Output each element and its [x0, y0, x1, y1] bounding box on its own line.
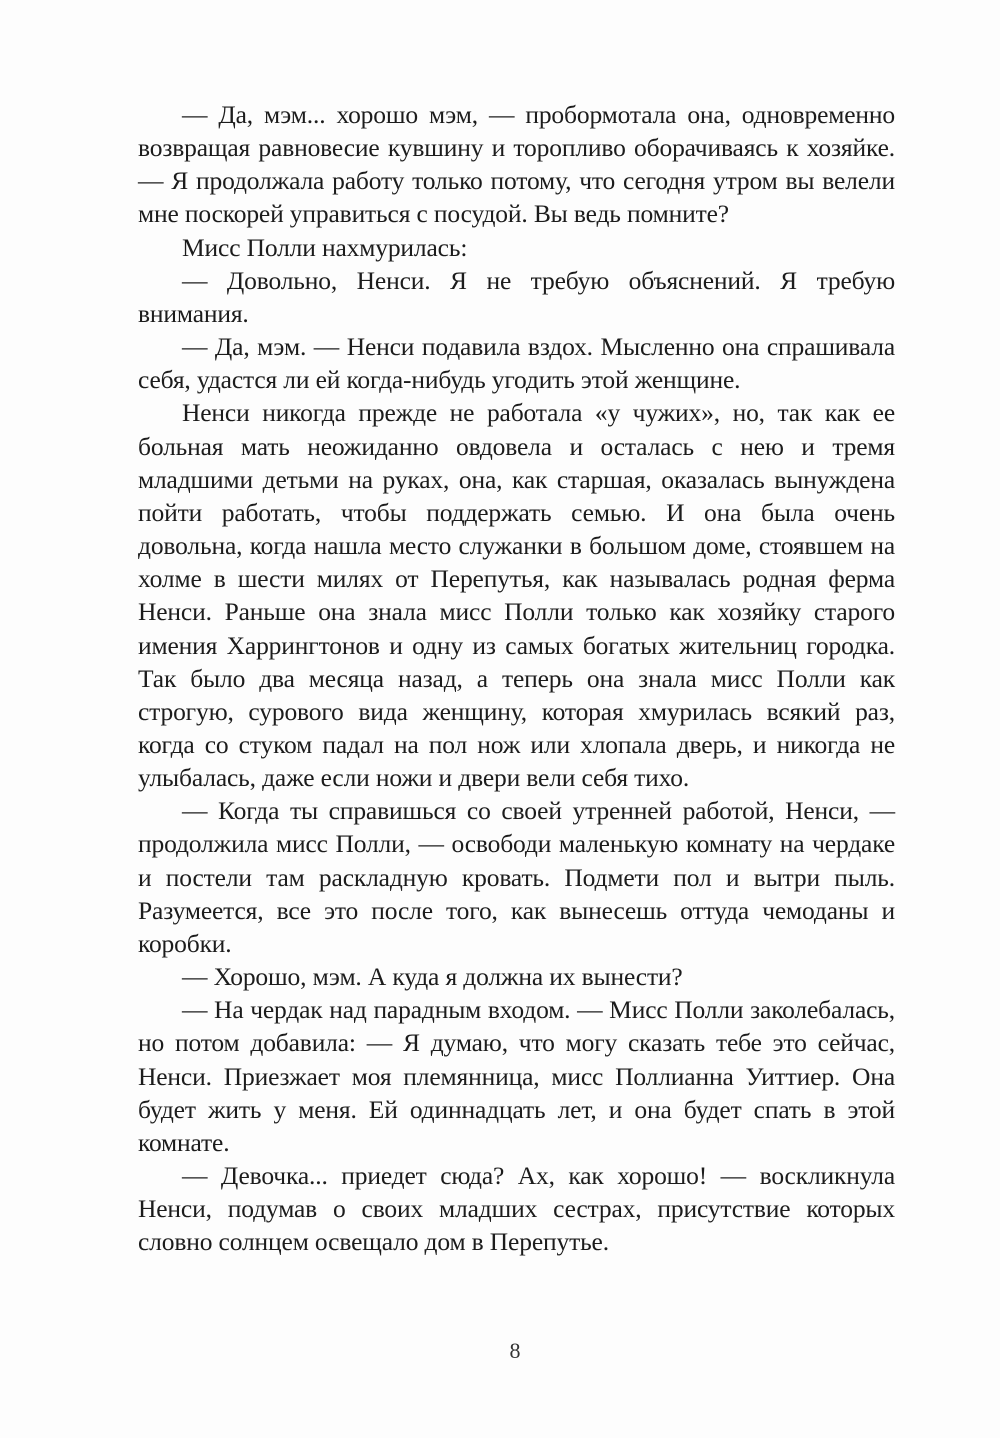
text-body [138, 98, 895, 1258]
paragraph: — На чердак над парадным входом. — Мисс Полли заколебалась, но потом добавила: — Я думаю, что могу сказать тебе это сейчас, Ненси. Приезжает моя племянница, мисс Поллианна Уиттиер. Она будет жить у меня. Ей одиннадцать лет, и она будет спать в этой комнате. [138, 995, 895, 1157]
page-number: 8 [509, 1338, 521, 1363]
paragraph: — Девочка... приедет сюда? Ах, как хорошо! — воскликнула Ненси, подумав о своих младших сестрах, присутствие которых словно солнцем освещало дом в Перепутье. [138, 1161, 895, 1257]
paragraph: — Хорошо, мэм. А куда я должна их вынести? [182, 962, 683, 992]
paragraph: Мисс Полли нахмурилась: [182, 232, 468, 262]
paragraph: — Довольно, Ненси. Я не требую объяснений. Я требую внимания. [138, 265, 895, 328]
paragraph: — Да, мэм... хорошо мэм, — пробормотала она, одновременно возвращая равновесие кувшину и торопливо оборачиваясь к хозяйке. — Я продолжала работу только потому, что сегодня утром вы велели мне поскорей управиться с посудой. Вы ведь помните? [138, 100, 895, 229]
paragraph: — Да, мэм. — Ненси подавила вздох. Мысленно она спрашивала себя, удастся ли ей когда-нибудь угодить этой женщине. [138, 332, 895, 395]
paragraph: Ненси никогда прежде не работала «у чужих», но, так как ее больная мать неожиданно овдовела и осталась с нею и тремя младшими детьми на руках, она, как старшая, оказалась вынуждена пойти работать, чтобы поддержать семью. И она была очень довольна, когда нашла место служанки в большом доме, стоявшем на холме в шести милях от Перепутья, как называлась родная ферма Ненси. Раньше она знала мисс Полли только как хозяйку старого имения Харрингтонов и одну из самых богатых жительниц городка. Так было два месяца назад, а теперь она знала мисс Полли как строгую, сурового вида женщину, которая хмурилась всякий раз, когда со стуком падал на пол нож или хлопала дверь, и никогда не улыбалась, даже если ножи и двери вели себя тихо. [138, 398, 895, 793]
paragraph: — Когда ты справишься со своей утренней работой, Ненси, — продолжила мисс Полли, — освободи маленькую комнату на чердаке и постели там раскладную кровать. Подмети пол и вытри пыль. Разумеется, все это после того, как вынесешь оттуда чемоданы и коробки. [138, 796, 895, 958]
